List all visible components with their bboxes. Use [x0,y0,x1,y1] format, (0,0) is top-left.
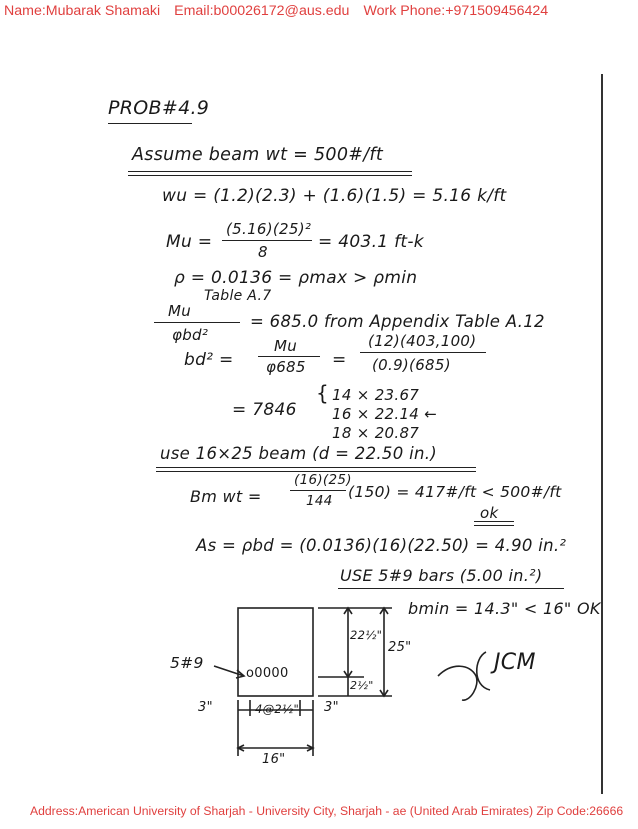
bm-result: (150) = 417#/ft < 500#/ft [348,483,562,501]
bm-denominator: 144 [306,493,333,509]
bd2-result: = 7846 [232,400,297,420]
wu-equation: wu = (1.2)(2.3) + (1.6)(1.5) = 5.16 k/ft [162,186,507,206]
rho-table-note: Table A.7 [204,288,272,304]
bmin-check: bmin = 14.3" < 16" OK [408,599,601,618]
assume-line: Assume beam wt = 500#/ft [132,145,384,165]
bd2-equals: = [332,350,347,370]
bars-label: 5#9 [170,654,204,672]
ok-note: ok [480,504,499,522]
options-brace: { [316,381,330,405]
bd2-denominator-2: (0.9)(685) [372,356,451,374]
as-equation: As = ρbd = (0.0136)(16)(22.50) = 4.90 in.² [196,536,567,555]
mu-label: Mu = [166,232,213,252]
option-1: 14 × 23.67 [332,386,420,404]
bm-numerator: (16)(25) [294,472,352,488]
bd2-denominator: φ685 [266,358,306,376]
beam-outline [238,608,313,696]
dim-bottom-cover: 2½" [350,679,374,692]
dim-bar-spacing: 4@2½" [255,702,300,716]
dim-effective-depth: 22½" [350,628,383,642]
bd2-numerator-2: (12)(403,100) [368,332,477,350]
dim-total-height: 25" [388,640,412,655]
bd2-numerator: Mu [274,337,298,355]
option-2: 16 × 22.14 ← [332,405,438,423]
header-email: Email:b00026172@aus.edu [174,3,350,19]
rho-equation: ρ = 0.0136 = ρmax > ρmin [174,268,418,288]
ratio-numerator: Mu [168,302,192,320]
bd2-label: bd² = [184,350,234,370]
dim-width: 16" [262,752,286,767]
ratio-denominator: φbd² [172,326,209,344]
bars-row: o0000 [246,666,289,681]
mu-denominator: 8 [258,243,268,261]
signature: JCM [494,650,536,675]
header-name: Name:Mubarak Shamaki [4,3,161,19]
use-bars: USE 5#9 bars (5.00 in.²) [340,566,543,585]
address-footer: Address:American University of Sharjah - University City, Sharjah - ae (United Arab Emirates) Zip Code:26666 [30,804,624,818]
use-beam: use 16×25 beam (d = 22.50 in.) [160,444,437,463]
mu-result: = 403.1 ft-k [318,232,424,252]
problem-title: PROB#4.9 [108,97,210,119]
dim-left-cover: 3" [198,700,213,715]
header-phone: Work Phone:+971509456424 [363,3,549,19]
mu-numerator: (5.16)(25)² [226,220,312,238]
option-3: 18 × 20.87 [332,424,420,442]
ratio-result: = 685.0 from Appendix Table A.12 [250,312,545,331]
bm-label: Bm wt = [190,487,262,506]
dim-right-cover: 3" [324,700,339,715]
